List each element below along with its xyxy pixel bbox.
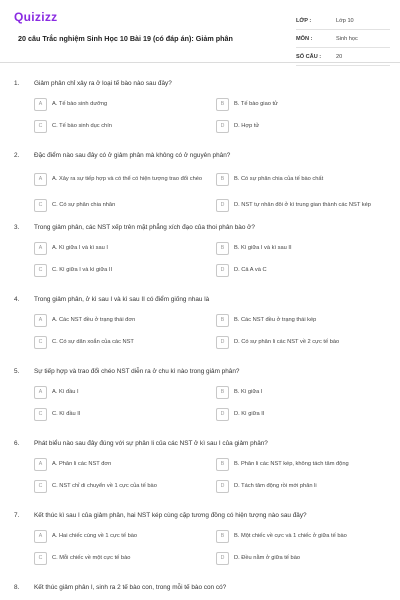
option-text: B. Các NST đều ở trạng thái kép: [234, 316, 317, 323]
option-text: A. Kì đầu I: [52, 388, 79, 395]
meta-row-class: [296, 12, 390, 30]
option-text: C. Có sự phân chia nhân: [52, 201, 116, 208]
question-text: Phát biểu nào sau đây đúng với sự phân li của các NST ở kì sau I của giảm phân?: [34, 440, 268, 447]
option-letter: D: [216, 120, 229, 133]
option-d[interactable]: [216, 262, 386, 278]
option-b[interactable]: [216, 240, 386, 256]
meta-value: 20: [336, 53, 343, 60]
option-text: B. Một chiếc về cực và 1 chiếc ở giữa tế bào: [234, 532, 347, 539]
option-letter: A: [34, 314, 47, 327]
option-letter: D: [216, 336, 229, 349]
option-c[interactable]: [34, 550, 204, 566]
option-text: A. Tế bào sinh dưỡng: [52, 100, 108, 107]
option-d[interactable]: [216, 194, 386, 216]
option-a[interactable]: [34, 528, 204, 544]
option-text: A. Xảy ra sự tiếp hợp và có thể có hiện tượng trao đổi chéo: [52, 175, 203, 182]
option-text: D. Có sự phân li các NST về 2 cực tế bào: [234, 338, 340, 345]
option-letter: D: [216, 264, 229, 277]
option-letter: A: [34, 173, 47, 186]
header: [0, 0, 400, 63]
question-2: [0, 148, 400, 220]
option-c[interactable]: [34, 406, 204, 422]
option-letter: B: [216, 386, 229, 399]
meta-value: Lớp 10: [336, 17, 354, 24]
option-a[interactable]: [34, 240, 204, 256]
option-d[interactable]: [216, 406, 386, 422]
option-letter: C: [34, 408, 47, 421]
option-d[interactable]: [216, 550, 386, 566]
worksheet-title: 20 câu Trắc nghiệm Sinh Học 10 Bài 19 (có đáp án): Giảm phân: [18, 34, 233, 43]
question-1: [0, 76, 400, 148]
question-6: [0, 436, 400, 508]
meta-row-count: [296, 48, 390, 66]
option-letter: C: [34, 199, 47, 212]
option-text: B. Có sự phân chia của tế bào chất: [234, 175, 324, 182]
question-text: Kết thúc giảm phân I, sinh ra 2 tế bào con, trong mỗi tế bào con có?: [34, 584, 227, 591]
option-text: B. Tế bào giao tử: [234, 100, 278, 107]
option-d[interactable]: [216, 118, 386, 134]
option-a[interactable]: [34, 96, 204, 112]
option-text: D. Hợp tử: [234, 122, 260, 129]
option-letter: B: [216, 314, 229, 327]
option-text: D. Tách tâm động rồi mới phân li: [234, 482, 317, 489]
question-list: [0, 76, 400, 600]
option-letter: B: [216, 458, 229, 471]
option-c[interactable]: [34, 194, 204, 216]
question-number: 2.: [14, 152, 20, 159]
option-b[interactable]: [216, 384, 386, 400]
question-7: [0, 508, 400, 580]
question-text: Giảm phân chỉ xảy ra ở loại tế bào nào sau đây?: [34, 80, 172, 87]
option-a[interactable]: [34, 168, 204, 190]
option-letter: A: [34, 386, 47, 399]
meta-value: Sinh học: [336, 35, 358, 42]
option-letter: B: [216, 530, 229, 543]
option-b[interactable]: [216, 168, 386, 190]
option-c[interactable]: [34, 478, 204, 494]
option-letter: A: [34, 242, 47, 255]
question-number: 3.: [14, 224, 20, 231]
option-text: C. Kì giữa I và kì giữa II: [52, 266, 113, 273]
option-a[interactable]: [34, 384, 204, 400]
option-text: C. Tế bào sinh dục chín: [52, 122, 112, 129]
option-letter: C: [34, 480, 47, 493]
option-text: B. Kì giữa I và kì sau II: [234, 244, 292, 251]
meta-row-subject: [296, 30, 390, 48]
question-8: [0, 580, 400, 600]
question-text: Trong giảm phân, ở kì sau I và kì sau II có điểm giống nhau là: [34, 296, 210, 303]
option-text: C. NST chỉ di chuyển về 1 cực của tế bào: [52, 482, 157, 489]
question-number: 5.: [14, 368, 20, 375]
option-letter: C: [34, 264, 47, 277]
option-text: A. Các NST đều ở trạng thái đơn: [52, 316, 136, 323]
question-3: [0, 220, 400, 292]
option-text: C. Có sự dãn xoắn của các NST: [52, 338, 134, 345]
option-c[interactable]: [34, 334, 204, 350]
option-letter: C: [34, 336, 47, 349]
option-text: B. Phân li các NST kép, không tách tâm động: [234, 460, 349, 467]
option-letter: C: [34, 552, 47, 565]
meta-key: MÔN :: [296, 35, 313, 42]
option-letter: D: [216, 552, 229, 565]
quizizz-logo[interactable]: Quizizz: [14, 10, 58, 24]
question-number: 8.: [14, 584, 20, 591]
option-letter: D: [216, 408, 229, 421]
question-4: [0, 292, 400, 364]
option-letter: A: [34, 458, 47, 471]
option-text: D. Kì giữa II: [234, 410, 265, 417]
option-d[interactable]: [216, 334, 386, 350]
option-c[interactable]: [34, 262, 204, 278]
option-d[interactable]: [216, 478, 386, 494]
option-b[interactable]: [216, 456, 386, 472]
question-5: [0, 364, 400, 436]
question-text: Trong giảm phân, các NST xếp trên mặt phẳng xích đạo của thoi phân bào ở?: [34, 224, 255, 231]
question-number: 1.: [14, 80, 20, 87]
option-b[interactable]: [216, 528, 386, 544]
option-text: D. Cả A và C: [234, 266, 267, 273]
option-text: D. Đều nằm ở giữa tế bào: [234, 554, 301, 561]
option-text: C. Mỗi chiếc về một cực tế bào: [52, 554, 131, 561]
option-a[interactable]: [34, 456, 204, 472]
option-letter: A: [34, 530, 47, 543]
question-number: 6.: [14, 440, 20, 447]
option-letter: B: [216, 98, 229, 111]
option-letter: D: [216, 480, 229, 493]
option-text: A. Kì giữa I và kì sau I: [52, 244, 108, 251]
question-text: Kết thúc kì sau I của giảm phân, hai NST kép cùng cặp tương đồng có hiện tượng nào sau đây?: [34, 512, 307, 519]
meta-key: LỚP :: [296, 17, 312, 24]
option-letter: B: [216, 173, 229, 186]
option-c[interactable]: [34, 118, 204, 134]
option-letter: D: [216, 199, 229, 212]
option-b[interactable]: [216, 96, 386, 112]
option-letter: A: [34, 98, 47, 111]
question-number: 4.: [14, 296, 20, 303]
option-text: A. Hai chiếc cùng về 1 cực tế bào: [52, 532, 138, 539]
option-text: D. NST tự nhân đôi ở kì trung gian thành các NST kép: [234, 201, 371, 208]
question-text: Đặc điểm nào sau đây có ở giảm phân mà không có ở nguyên phân?: [34, 152, 231, 159]
question-text: Sự tiếp hợp và trao đổi chéo NST diễn ra ở chu kì nào trong giảm phân?: [34, 368, 240, 375]
option-text: C. Kì đầu II: [52, 410, 81, 417]
option-a[interactable]: [34, 312, 204, 328]
question-number: 7.: [14, 512, 20, 519]
meta-table: [296, 12, 390, 66]
option-text: B. Kì giữa I: [234, 388, 263, 395]
option-text: A. Phân li các NST đơn: [52, 460, 112, 467]
option-letter: B: [216, 242, 229, 255]
meta-key: SỐ CÂU :: [296, 53, 322, 60]
option-b[interactable]: [216, 312, 386, 328]
option-letter: C: [34, 120, 47, 133]
